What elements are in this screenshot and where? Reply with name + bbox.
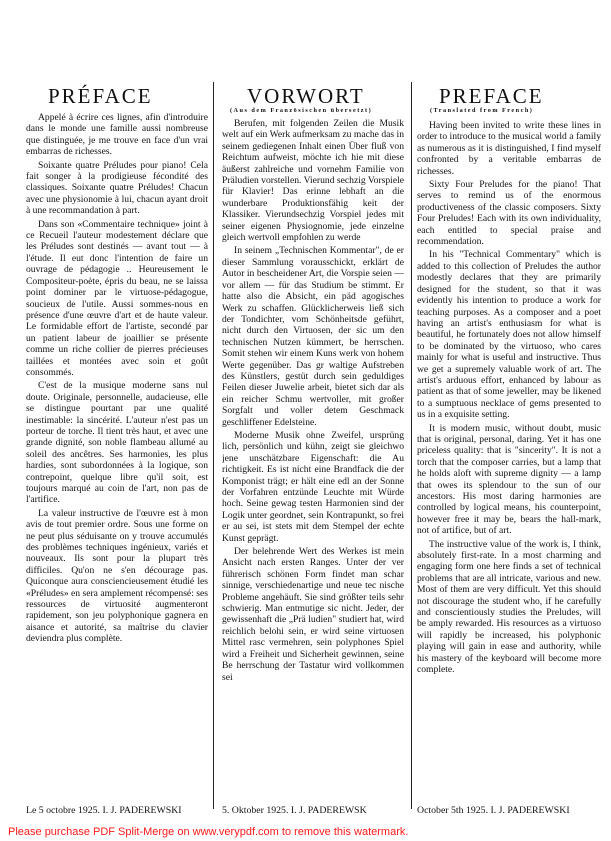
signature-english [417, 805, 570, 816]
paragraph: Sixty Four Preludes for the piano! That serves to remind us of the enormous productiveness of the classic composers. Sixty Four Preludes! Each with its own individuality, each entitled to special praise and recommendation. [417, 179, 601, 248]
date: 5. Oktober 1925. [222, 805, 289, 816]
subtitle-preface-english: (Translated from French) [430, 107, 534, 114]
author: I. J. PADEREWSKI [102, 805, 182, 816]
paragraph: Der belehrende Wert des Werkes ist mein Ansicht nach ersten Ranges. Unter der ver führerisch schönen Form findet man schar sinnige, verschiedenartige und neue tec nische Probleme angehäuft. Sie sind größter teils sehr schwierig. Man entmutige sic nicht. Jeder, der gewissenhaft die „Prä ludien" studiert hat, wird reichlich belohi sein, er wird seine virtuosen Mittel rasc vermehren, sein polyphones Spiel wird a Freiheit und Sicherheit gewinnen, seine Be herrschung der Tastatur wird vollkommen sei [222, 546, 404, 683]
paragraph: In seinem „Technischen Kommentar", de er dieser Sammlung vorausschickt, erklärt de Autor in bescheidener Art, die Vorspie seien — vor allem — für das Studium be stimmt. Er hatte also die Absicht, ein päd agogisches Werk zu schaffen. Glücklicherweis ließ sich der Tondichter, vom Schönheitsde geführt, nicht durch den Virtuosen, der sic um den technischen Nutzen kümmert, be herrschen. Somit stehen wir einem Kuns werk von hohem Werte gegenüber. Das gr waltige Aufstreben des Künstlers, gestüt durch sein geduldiges Feilen dieser Juwelie arbeit, bietet sich dar als ein reicher Schmu wertvoller, mit großer Sorgfalt und voller detem Geschmack geschliffener Edelsteine. [222, 245, 404, 428]
date: Le 5 octobre 1925. [26, 805, 100, 816]
subtitle-vorwort: (Aus dem Französischen übersetzt) [230, 107, 373, 114]
watermark-text: Please purchase PDF Split-Merge on www.verypdf.com to remove this watermark. [8, 826, 409, 838]
body-english [417, 120, 601, 678]
title-vorwort: VORWORT [247, 84, 365, 108]
paragraph: Dans son «Commentaire technique» joint à ce Recueil l'auteur modestement déclare que les Préludes sont destinés — avant tout — à l'étude. Il eut donc l'intention de faire un ouvrage de pédagogie .. Heureusement le Compositeur-poète, épris du beau, ne se laissa point dominer par le virtuose-pédagogue, soucieux de l'utile. Aussi sommes-nous en présence d'une œuvre d'art et de haute valeur. Le formidable effort de l'artiste, secondé par un patient labeur de joaillier se présente comme un riche collier de pierres précieuses taillées et montées avec soin et goût consommés. [26, 218, 208, 378]
body-french [26, 112, 208, 647]
column-rule-right [411, 82, 412, 809]
date: October 5th 1925. [417, 805, 489, 816]
title-preface-english: PREFACE [439, 84, 544, 108]
author: I. J. PADEREWSKI [490, 805, 570, 816]
paragraph: In his "Technical Commentary" which is added to this collection of Preludes the author modestly declares that they are primarily designed for the student, so that it was evidently his intention to produce a work for teaching purposes. As a composer and a poet having an artist's enthusiasm for what is beautiful, he fortunately does not allow himself to be dominated by the virtuoso, who cares mainly for what is useful and instructive. Thus we get a supremely valuable work of art. The artist's arduous effort, enhanced by labour as patient as that of some jeweller, may be likened to a sumptuous necklace of gems presented to us in a exquisite setting. [417, 249, 601, 421]
signature-french [26, 805, 182, 816]
paragraph: C'est de la musique moderne sans nul doute. Originale, personnelle, audacieuse, elle se distingue pourtant par une qualité inestimable: la sincérité. L'auteur n'est pas un porteur de torche. Il tient très haut, et avec une grande dignité, son noble flambeau allumé au soleil des ancêtres. Ses harmonies, les plus hardies, sont subordonnées à la logique, son contrepoint, quelque libre qu'il soit, est toujours marqué au coin de l'art, non pas de l'artifice. [26, 380, 208, 506]
title-preface-french: PRÉFACE [48, 84, 153, 108]
paragraph: Appelé à écrire ces lignes, afin d'introduire dans le monde une famille aussi nombreuse que distinguée, je me trouve en face d'un vrai embarras de richesses. [26, 112, 208, 158]
paragraph: Berufen, mit folgenden Zeilen die Musik welt auf ein Werk aufmerksam zu mache das in seinem gediegenen Inhalt einen Über fluß von Reichtum aufweist, möchte ich hie mit diese äußerst zahlreiche und vornehm Familie von Präludien vorstellen. Vierund sechzig Vorspiele für Klavier! Das erinne lebhaft an die wunderbare Produktionsfähig keit der Klassiker. Vierundsechzig Vorspiel jedes mit seiner eigenen Physiognomie, jede einzelne gleich wertvoll empfohlen zu werde [222, 118, 404, 244]
column-rule-left [213, 82, 214, 809]
paragraph: It is modern music, without doubt, music that is original, personal, daring. Yet it has one priceless quality: that is "sincerity". It is not a torch that the composer carries, but a lamp that he holds aloft with supreme dignity — a lamp that owes its splendour to the sun of our ancestors. His most daring harmonies are controlled by logical means, his counterpoint, however free it may be, bears the hall-mark, not of artifice, but of art. [417, 422, 601, 537]
paragraph: Soixante quatre Préludes pour piano! Cela fait songer à la prodigieuse fécondité des classiques. Soixante quatre Préludes! Chacun avec une physionomie à lui, chacun ayant droit à une recommandation à part. [26, 159, 208, 217]
body-german [222, 118, 404, 728]
paragraph: La valeur instructive de l'œuvre est à mon avis de tout premier ordre. Sous une forme on ne peut plus séduisante on y trouve accumulés des problèmes techniques ingénieux, variés et nouveaux. Ils sont pour la plupart très difficiles. Qu'on ne s'en décourage pas. Quiconque aura consciencieusement étudié les «Préludes» en sera amplement récompensé: ses ressources de virtuosité augmenteront rapidement, son jeu polyphonique gagnera en aisance et autorité, sa maîtrise du clavier deviendra plus complète. [26, 507, 208, 645]
paragraph: The instructive value of the work is, I think, absolutely first-rate. In a most charming and engaging form one here finds a set of technical problems that are all intricate, various and new. Most of them are very difficult. Yet this should not discourage the student who, if he carefully and conscientiously studies the Preludes, will be amply rewarded. His resources as a virtuoso will rapidly be increased, his polyphonic playing will gain in ease and authority, while his mastery of the keyboard will become more complete. [417, 538, 601, 676]
paragraph: Having been invited to write these lines in order to introduce to the musical world a family as numerous as it is distinguished, I find myself confronted by a veritable embarras de richesses. [417, 120, 601, 177]
author: I. J. PADEREWSK [290, 805, 367, 816]
paragraph: Moderne Musik ohne Zweifel, ursprüng lich, persönlich und kühn, zeigt sie gleichwo jene unschätzbare Eigenschaft: die Au richtigkeit. Es ist nicht eine Brandfack die der Komponist trägt; er hält eine edl an der Sonne der Vorfahren entzünde Leuchte mit Würde hoch. Seine gewag testen Harmonien sind der Logik unter geordnet, sein Kontrapunkt, so frei er au sei, ist stets mit dem Stempel der echte Kunst geprägt. [222, 429, 404, 544]
signature-german [222, 805, 367, 816]
